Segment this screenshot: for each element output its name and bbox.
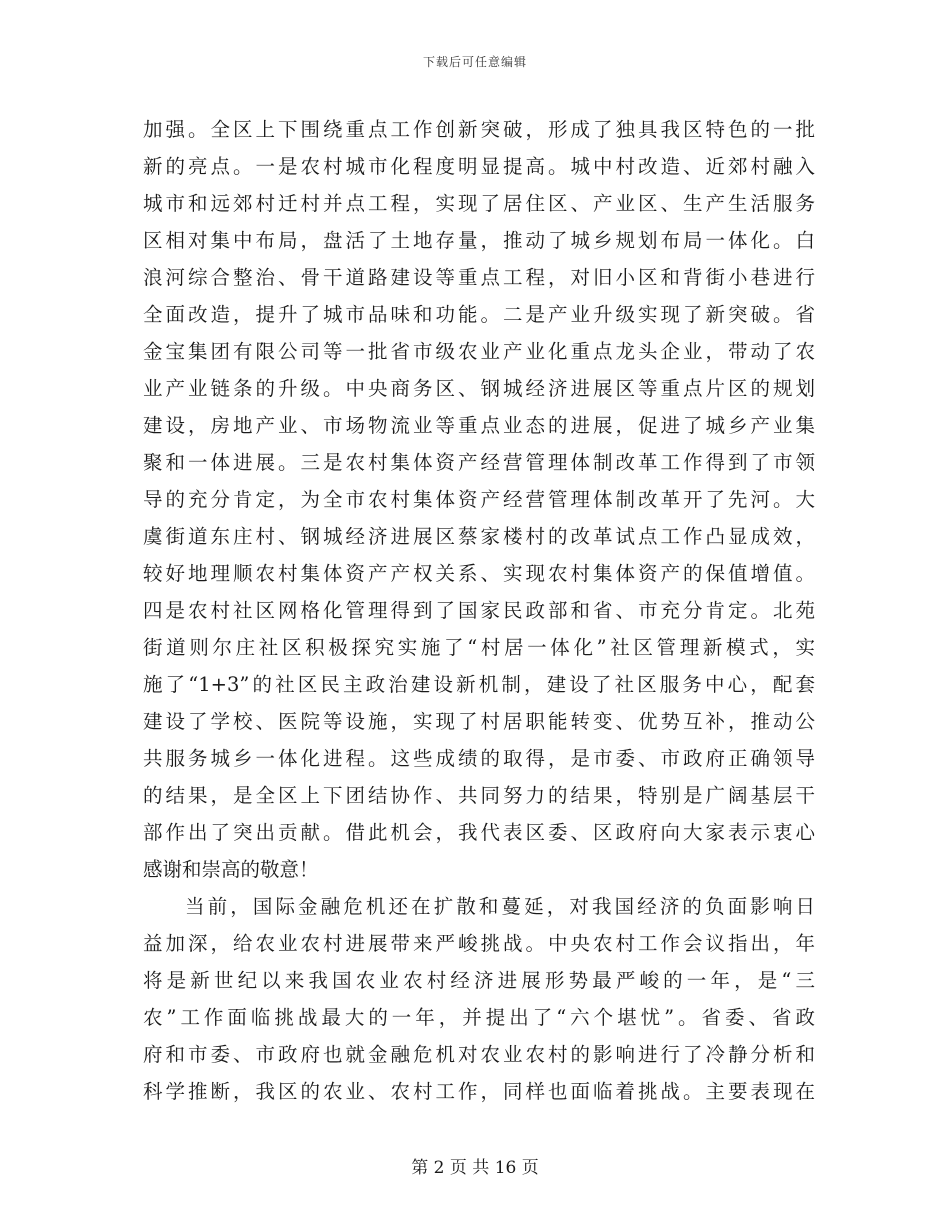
text-line: 的结果，是全区上下团结协作、共同努力的结果，特别是广阔基层干 <box>143 784 815 807</box>
page-header: 下载后可任意编辑 <box>422 55 527 69</box>
text-line: 较好地理顺农村集体资产产权关系、实现农村集体资产的保值增值。 <box>143 562 815 585</box>
text-line: 浪河综合整治、骨干道路建设等重点工程，对旧小区和背街小巷进行 <box>143 266 815 289</box>
text-line: 业产业链条的升级。中央商务区、钢城经济进展区等重点片区的规划 <box>143 377 815 400</box>
text-line: 感谢和崇高的敬意！ <box>143 858 319 881</box>
text-line: 府和市委、市政府也就金融危机对农业农村的影响进行了冷静分析和 <box>143 1043 815 1066</box>
text-line: 当前，国际金融危机还在扩散和蔓延，对我国经济的负面影响日 <box>185 895 815 918</box>
text-line: 共服务城乡一体化进程。这些成绩的取得，是市委、市政府正确领导 <box>143 747 815 770</box>
text-line: 导的充分肯定，为全市农村集体资产经营管理体制改革开了先河。大 <box>143 488 815 511</box>
text-line: 建设，房地产业、市场物流业等重点业态的进展，促进了城乡产业集 <box>143 414 815 437</box>
text-line: 区相对集中布局，盘活了土地存量，推动了城乡规划布局一体化。白 <box>143 229 815 252</box>
text-line: 全面改造，提升了城市品味和功能。二是产业升级实现了新突破。省 <box>143 303 815 326</box>
text-line: 施了“1+3”的社区民主政治建设新机制，建设了社区服务中心，配套 <box>143 673 815 696</box>
text-line: 新的亮点。一是农村城市化程度明显提高。城中村改造、近郊村融入 <box>143 155 815 178</box>
text-line: 将是新世纪以来我国农业农村经济进展形势最严峻的一年，是“三 <box>143 969 815 992</box>
text-line: 部作出了突出贡献。借此机会，我代表区委、区政府向大家表示衷心 <box>143 821 815 844</box>
text-line: 科学推断，我区的农业、农村工作，同样也面临着挑战。主要表现在 <box>143 1080 815 1103</box>
text-line: 四是农村社区网格化管理得到了国家民政部和省、市充分肯定。北苑 <box>143 599 815 622</box>
text-line: 城市和远郊村迁村并点工程，实现了居住区、产业区、生产生活服务 <box>143 192 815 215</box>
paragraph-1 <box>143 111 815 888</box>
text-line: 聚和一体进展。三是农村集体资产经营管理体制改革工作得到了市领 <box>143 451 815 474</box>
text-line: 虞街道东庄村、钢城经济进展区蔡家楼村的改革试点工作凸显成效， <box>143 525 815 548</box>
document-body <box>143 111 815 1110</box>
text-line: 金宝集团有限公司等一批省市级农业产业化重点龙头企业，带动了农 <box>143 340 815 363</box>
page-number: 第 2 页 共 16 页 <box>411 1158 539 1178</box>
text-line: 益加深，给农业农村进展带来严峻挑战。中央农村工作会议指出，年 <box>143 932 815 955</box>
text-line: 街道则尔庄社区积极探究实施了“村居一体化”社区管理新模式，实 <box>143 636 815 659</box>
text-line: 加强。全区上下围绕重点工作创新突破，形成了独具我区特色的一批 <box>143 118 815 141</box>
text-line: 农”工作面临挑战最大的一年，并提出了“六个堪忧”。省委、省政 <box>143 1006 815 1029</box>
paragraph-2 <box>143 888 815 1110</box>
text-line: 建设了学校、医院等设施，实现了村居职能转变、优势互补，推动公 <box>143 710 815 733</box>
